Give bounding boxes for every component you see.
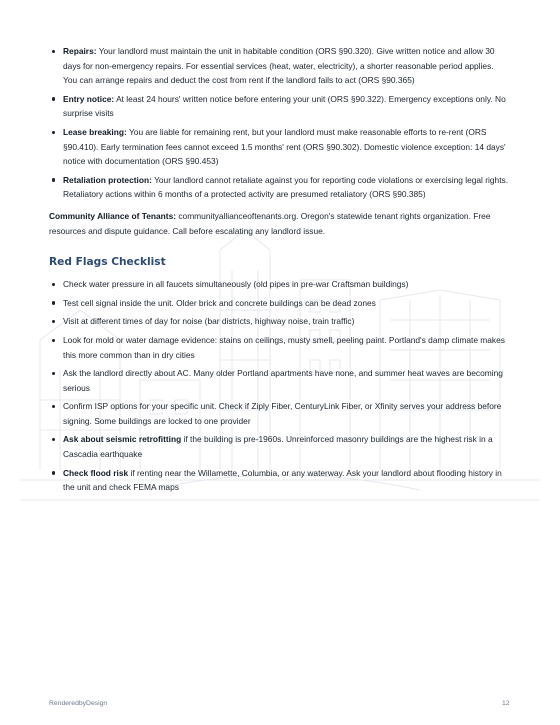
red-flags-list: [49, 277, 509, 495]
page-number: 12: [502, 700, 510, 707]
red-flags-heading: Red Flags Checklist: [49, 256, 166, 269]
red-flag-item-text: Confirm ISP options for your specific unit. Check if Ziply Fiber, CenturyLink Fiber, or Xfinity serves your address before signing. Some buildings are locked to one provider: [63, 401, 502, 426]
red-flag-item-text: if the building is pre-1960s. Unreinforced masonry buildings are the highest risk in a Cascadia earthquake: [63, 434, 493, 460]
red-flag-item: [49, 296, 509, 311]
rights-item-label: Lease breaking:: [63, 126, 127, 137]
red-flag-item-text: Ask the landlord directly about AC. Many older Portland apartments have none, and summer heat waves are becoming serious: [63, 368, 503, 393]
rights-item-label: Retaliation protection:: [63, 174, 152, 185]
alliance-note: [49, 209, 509, 238]
rights-item-text: Your landlord cannot retaliate against you for reporting code violations or exercising legal rights. Retaliatory actions within 6 months of a protected activity are presumed retaliatory (ORS §90.385): [63, 174, 509, 200]
red-flag-item-text: Test cell signal inside the unit. Older brick and concrete buildings can be dead zones: [63, 297, 376, 308]
rights-item-text: At least 24 hours' written notice before entering your unit (ORS §90.322). Emergency exceptions only. No surprise visits: [63, 93, 506, 119]
footer-brand: RenderedbyDesign: [49, 700, 108, 707]
tenant-rights-list: [49, 44, 509, 202]
red-flag-item-label: Check flood risk: [63, 467, 129, 478]
red-flag-item-text: Visit at different times of day for noise (bar districts, highway noise, train traffic): [63, 316, 355, 327]
red-flag-item: [49, 466, 509, 495]
rights-item: [49, 44, 509, 88]
rights-item-text: Your landlord must maintain the unit in habitable condition (ORS §90.320). Give written notice and allow 30 days for non-emergency repairs. For essential services (heat, water, electricity), a shorter reasonable period applies. You can arrange repairs and deduct the cost from rent if the landlord fails to act (ORS §90.365): [63, 46, 495, 86]
red-flag-item-text: if renting near the Willamette, Columbia, or any waterway. Ask your landlord about flooding history in the unit and check FEMA maps: [63, 467, 502, 493]
rights-item: [49, 125, 509, 169]
red-flag-item: [49, 432, 509, 461]
red-flag-item-label: Ask about seismic retrofitting: [63, 434, 182, 445]
rights-item-label: Repairs:: [63, 46, 97, 56]
alliance-label: Community Alliance of Tenants:: [49, 210, 177, 221]
rights-item: [49, 173, 509, 202]
alliance-text: communityallianceoftenants.org. Oregon's statewide tenant rights organization. Free resources and dispute guidance. Call before escalating any landlord issue.: [49, 210, 491, 236]
rights-item-label: Entry notice:: [63, 93, 115, 104]
red-flag-item: [49, 366, 509, 395]
rights-item-text: You are liable for remaining rent, but your landlord must make reasonable efforts to re-rent (ORS §90.410). Early termination fees cannot exceed 1.5 months' rent (ORS §90.302). Domestic violence exception: 14 days' notice with documentation (ORS §90.453): [63, 126, 506, 167]
red-flag-item: [49, 333, 509, 362]
red-flag-item: [49, 399, 509, 428]
red-flag-item: [49, 314, 509, 329]
red-flag-item: [49, 277, 509, 292]
red-flag-item-text: Check water pressure in all faucets simultaneously (old pipes in pre-war Craftsman buildings): [63, 279, 409, 290]
page-content: [49, 44, 509, 499]
red-flag-item-text: Look for mold or water damage evidence: stains on ceilings, musty smell, peeling paint. Portland's damp climate makes this more common than in dry cities: [63, 334, 505, 360]
rights-item: [49, 92, 509, 121]
